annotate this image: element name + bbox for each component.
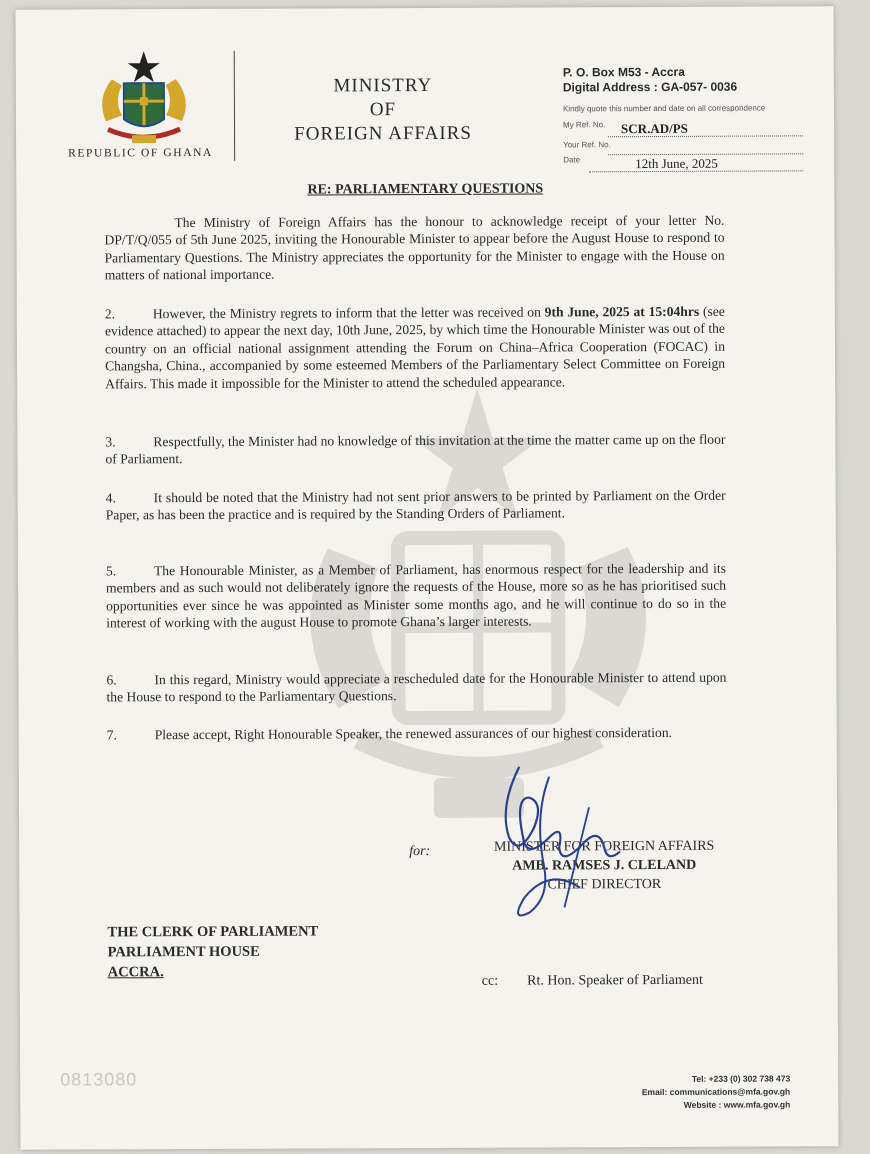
paragraph-4-number: 4. (105, 490, 116, 506)
paragraph-6-text: In this regard, Ministry would appreciate a rescheduled date for the Honourable Minister to attend upon the House to respond to the Parliamentary Questions. (106, 669, 727, 705)
paragraph-5-number: 5. (105, 563, 117, 579)
ministry-line-2: OF (369, 99, 397, 121)
subject-heading: RE: PARLIAMENTARY QUESTIONS (307, 181, 544, 198)
your-ref-label: Your Ref. No. (563, 140, 611, 150)
cc-value: Rt. Hon. Speaker of Parliament (527, 972, 703, 989)
my-ref-value: SCR.AD/PS (621, 120, 688, 137)
for-label: for: (409, 843, 431, 860)
paragraph-2 (105, 303, 725, 393)
paragraph-5-text: The Honourable Minister, as a Member of Parliament, has enormous respect for the leadership and its members and as such would not deliberately ignore the requests of the House, more so as he has prioritised such opportunities ever since he was appointed as Minister some months ago, and he will continue to do so in the interest of working with the august House to promote Ghana’s larger interests. (106, 560, 727, 631)
date-row (563, 154, 803, 173)
date-value: 12th June, 2025 (635, 155, 718, 172)
cc-label: cc: (481, 973, 499, 989)
letterhead-divider (234, 51, 235, 161)
paragraph-6-number: 6. (106, 672, 117, 688)
paragraph-4-text: It should be noted that the Ministry had not sent prior answers to be printed by Parliament on the Order Paper, as has been the practice and is required by the Standing Orders of Parliament. (105, 487, 726, 523)
date-label: Date (563, 155, 581, 165)
paragraph-7-number: 7. (106, 727, 117, 743)
ministry-line-3: FOREIGN AFFAIRS (294, 122, 472, 145)
signature-line-2: AMB. RAMSES J. CLELAND (512, 857, 697, 874)
paragraph-4 (106, 487, 726, 525)
republic-label: REPUBLIC OF GHANA (68, 146, 213, 160)
faint-stamp-number: 0813080 (60, 1069, 138, 1090)
paragraph-6 (106, 669, 726, 707)
paragraph-1 (104, 212, 724, 284)
paragraph-3 (105, 431, 725, 469)
address-block (563, 64, 803, 116)
cc-line (482, 973, 703, 990)
addressee-line-3: ACCRA. (107, 964, 164, 981)
paragraph-7-text: Please accept, Right Honourable Speaker, the renewed assurances of our highest consideration. (154, 724, 673, 743)
footer-email: Email: communications@mfa.gov.gh (641, 1086, 791, 1098)
paragraph-2-text-b: (see evidence attached) to appear the next day, 10th June, 2025, by which time the Honourable Minister was out of the country on an official national assignment attending the Forum on China–Africa Cooperation (FOCAC) in Changsha, China., accompanied by some esteemed Members of the Parliamentary Select Committee on Foreign Affairs. This made it impossible for the Minister to attend the scheduled appearance. (104, 303, 726, 392)
footer-website: Website : www.mfa.gov.gh (683, 1099, 791, 1110)
paragraph-7 (107, 724, 727, 744)
paragraph-2-number: 2. (104, 306, 116, 322)
po-box: P. O. Box M53 - Accra (562, 64, 685, 80)
paragraph-2-bold: 9th June, 2025 at 15:04hrs (544, 303, 700, 320)
addressee-line-1: THE CLERK OF PARLIAMENT (107, 923, 319, 941)
ministry-line-1: MINISTRY (333, 74, 433, 97)
quote-note: Kindly quote this number and date on all correspondence (562, 103, 766, 114)
letter-page (16, 6, 839, 1150)
signature-line-3: CHIEF DIRECTOR (547, 876, 662, 893)
my-ref-row (563, 119, 803, 138)
footer-contacts (580, 1072, 790, 1112)
addressee-line-2: PARLIAMENT HOUSE (107, 943, 260, 961)
footer-tel: Tel: +233 (0) 302 738 473 (691, 1073, 791, 1084)
my-ref-label: My Ref. No. (563, 120, 606, 130)
signature-line-1: MINISTER FOR FOREIGN AFFAIRS (494, 838, 715, 855)
paragraph-3-number: 3. (105, 434, 116, 450)
handwritten-signature (489, 747, 640, 928)
paragraph-3-text: Respectfully, the Minister had no knowledge of this invitation at the time the matter came up on the floor of Parliament. (105, 431, 726, 467)
paragraph-5 (106, 560, 726, 632)
paragraph-1-text: The Ministry of Foreign Affairs has the honour to acknowledge receipt of your letter No. DP/T/Q/055 of 5th June 2025, inviting the Honourable Minister to appear before the August House to respond to Parliamentary Questions. The Ministry appreciates the opportunity for the Minister to engage with the House on matters of national importance. (104, 212, 725, 283)
ghana-coat-of-arms-icon (94, 49, 194, 149)
paragraph-2-text-a: However, the Ministry regrets to inform that the letter was received on (152, 304, 545, 322)
ministry-title (278, 74, 488, 147)
addressee-block (107, 921, 318, 982)
digital-address: Digital Address : GA-057- 0036 (562, 79, 738, 95)
